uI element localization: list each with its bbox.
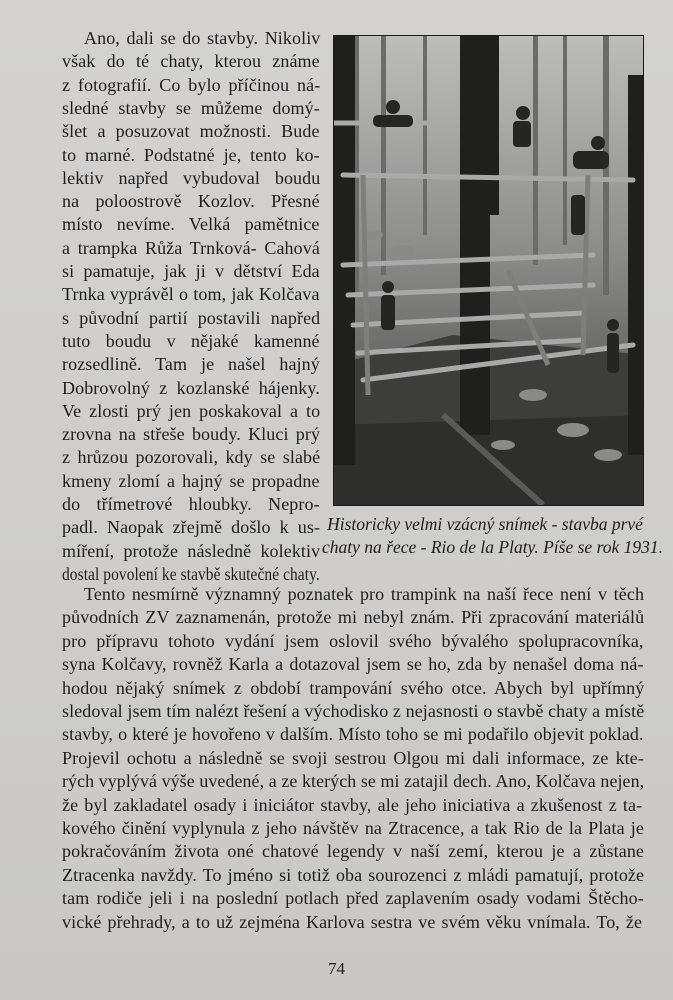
text-line: Trnka vyprávěl o tom, jak Kolčava xyxy=(62,284,320,305)
photo-caption xyxy=(322,513,663,559)
text-line: Projevil ochotu a následně se svoji sestrou Olgou mi dali informace, ze kte- xyxy=(62,747,644,768)
text-line: míření, protože následně kolektiv xyxy=(62,540,321,561)
text-line: s původní partií postavili napřed xyxy=(62,307,321,328)
text-line: že byl zakladatel osady i iniciátor stavby, ale jeho iniciativa a zkušenost z ta- xyxy=(62,794,643,815)
text-line: na poloostrově Kozlov. Přesné xyxy=(62,191,320,212)
text-line: tam rodiče jeli i na poslední potlach před zaplavením osady vodami Štěcho- xyxy=(62,888,644,909)
caption-line: chaty na řece - Rio de la Platy. Píše se rok 1931. xyxy=(322,537,663,557)
text-line: do třímetrové hloubky. Nepro- xyxy=(62,494,320,514)
text-line: sledoval jsem tím nalézt řešení a východisko z nejasnosti o stavbě chaty a místě xyxy=(62,701,645,721)
text-line: sledné stavby se můžeme domý- xyxy=(62,97,320,118)
text-line: však do té chaty, kterou známe xyxy=(62,51,320,72)
text-line: původních ZV zaznamenán, protože mi nebyl znám. Při zpracování materiálů xyxy=(62,607,645,628)
text-line: Tento nesmírně významný poznatek pro trampink na naší řece není v těch xyxy=(84,584,645,604)
text-line: šlet a posuzovat možnosti. Bude xyxy=(62,121,320,142)
text-line: Ztracenka navždy. To jméno si totiž oba sourozenci z mládi pamatují, protože xyxy=(62,864,645,885)
text-line: lektiv napřed vybudoval boudu xyxy=(62,167,321,188)
text-line: dostal povolení ke stavbě skutečné chaty. xyxy=(62,563,320,584)
text-line: a trampka Růža Trnková- Cahová xyxy=(62,237,320,258)
text-line: vické přehrady, a to už zejména Karlova sestra ve svém věku vnímala. To, že xyxy=(62,911,643,932)
text-line: Ano, dali se do stavby. Nikoliv xyxy=(84,28,321,48)
text-line: místo nevíme. Velká pamětnice xyxy=(62,214,320,235)
historic-photo xyxy=(333,35,644,506)
text-line: si pamatuje, jak ji v dětství Eda xyxy=(62,261,320,281)
text-line: kového činění vyplynula z jeho návštěv na Ztracence, a tak Rio de la Plata je xyxy=(62,818,644,838)
caption-line: Historicky velmi vzácný snímek - stavba prvé xyxy=(327,514,643,534)
text-line: Ve zlosti prý jen poskakoval a to xyxy=(62,400,321,421)
text-line: stavby, o které je hovořeno v dalším. Místo toho se mi podařilo objevit poklad. xyxy=(62,724,644,745)
text-line: Dobrovolný z kozlanské hájenky. xyxy=(62,377,320,398)
text-line: rozsedlině. Tam je našel hajný xyxy=(62,354,320,375)
text-line: hodou nějaký snímek z období trampování svého otce. Abych byl upřímný xyxy=(62,677,645,698)
text-line: tuto boudu v nějaké kamenné xyxy=(62,330,320,351)
text-line: z fotografií. Co bylo příčinou ná- xyxy=(62,74,321,95)
text-line: pokračováním života oné chatové legendy v naší zemí, kterou je a zůstane xyxy=(62,841,645,862)
text-line: z hrůzou pozorovali, kdy se slabé xyxy=(62,447,321,468)
text-line: syna Kolčavy, rovněž Karla a dotazoval jsem se ho, zda by nenašel doma ná- xyxy=(62,654,644,675)
text-line: zrovna na střeše boudy. Kluci prý xyxy=(62,424,321,445)
page-number: 74 xyxy=(328,959,345,978)
text-line: padl. Naopak zřejmě došlo k us- xyxy=(62,517,321,538)
text-line: pro přípravu tohoto vydání jsem oslovil svého bývalého spolupracovníka, xyxy=(62,630,644,651)
historic-photo-image xyxy=(333,35,644,506)
text-line: rých vyplývá výše uvedené, a ze kterých se mi zatajil dech. Ano, Kolčava nejen, xyxy=(62,771,645,792)
text-line: kmeny zlomí a hajný se propadne xyxy=(62,470,320,491)
text-line: to marné. Podstatné je, tento ko- xyxy=(62,144,320,165)
